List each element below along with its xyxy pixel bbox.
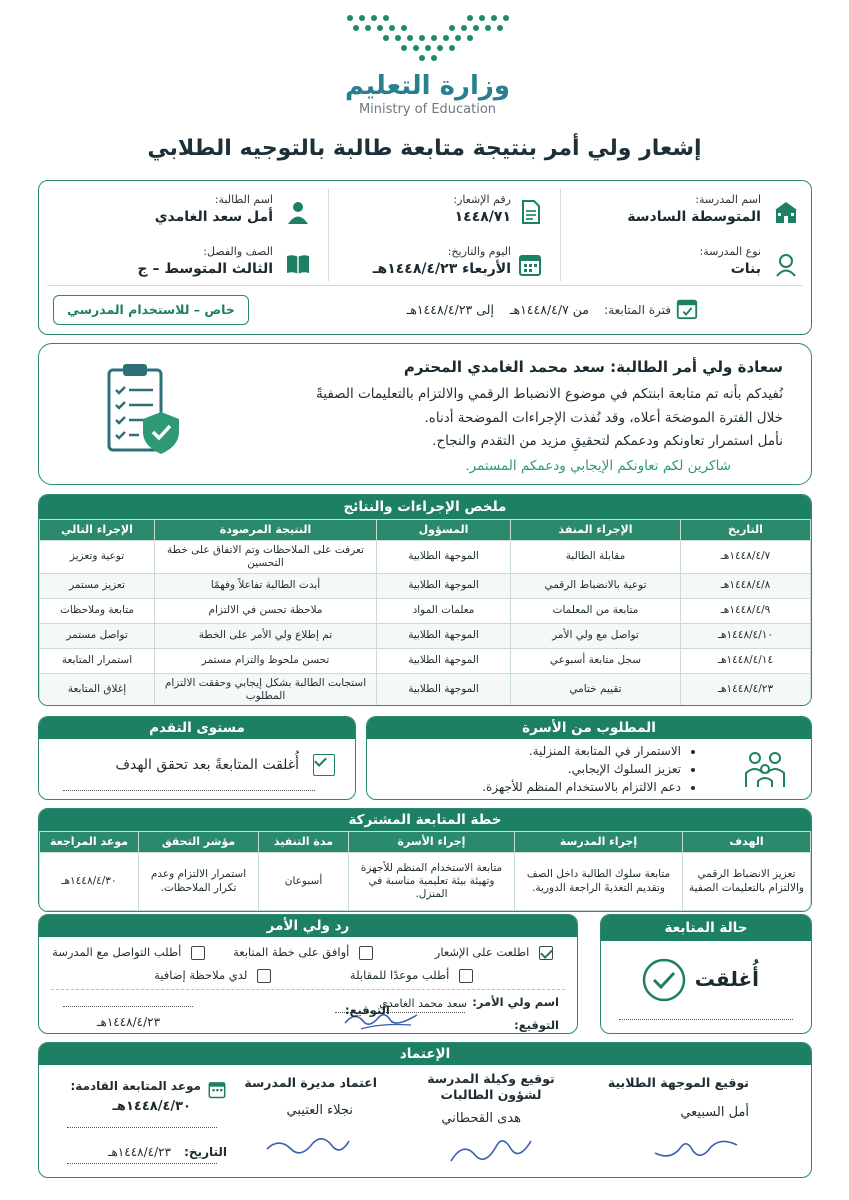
table-cell: استمرار الالتزام وعدم تكرار الملاحظات. xyxy=(139,853,259,911)
student-icon xyxy=(285,199,311,225)
principal-name: نجلاء العتيبي xyxy=(286,1103,353,1118)
plan-title: خطة المتابعة المشتركة xyxy=(39,809,811,831)
table-cell: ١٤٤٨/٤/١٤هـ xyxy=(681,649,811,674)
principal-title: اعتماد مديرة المدرسة xyxy=(244,1075,377,1090)
next-followup-value: ١٤٤٨/٤/٣٠هـ xyxy=(112,1099,191,1114)
plan-table xyxy=(39,831,811,911)
guardian-label: اسم ولي الأمر: xyxy=(472,995,559,1009)
table-cell: أسبوعان xyxy=(259,853,349,911)
summary-header: المسؤول xyxy=(377,520,511,541)
summary-box xyxy=(38,494,812,706)
document-icon xyxy=(517,199,543,225)
reply-checkbox[interactable] xyxy=(191,946,205,960)
counselor-signature xyxy=(651,1131,741,1167)
table-cell: متابعة سلوك الطالبة داخل الصف وتقديم التغذيةَ الراجعة الدورية. xyxy=(515,853,683,911)
table-cell: متابعة وملاحظات xyxy=(40,599,155,624)
date-label: اليوم والتاريخ: xyxy=(447,245,511,258)
counselor-title: توقيع الموجهة الطلابية xyxy=(607,1075,749,1090)
plan-header: الهدف xyxy=(683,832,811,853)
book-icon xyxy=(285,251,311,277)
summary-header: النتيجة المرصودة xyxy=(155,520,377,541)
plan-box xyxy=(38,808,812,912)
approval-box xyxy=(38,1042,812,1178)
calendar-check-icon xyxy=(675,296,699,320)
summary-header: الإجراء المنفذ xyxy=(511,520,681,541)
info-box xyxy=(38,180,812,335)
table-cell: تقييم ختامي xyxy=(511,674,681,707)
reply-option-label: اطلعت على الإشعار xyxy=(434,945,530,959)
family-box xyxy=(366,716,812,800)
table-cell: متابعة من المعلمات xyxy=(511,599,681,624)
table-cell: استجابت الطالبة بشكل إيجابي وحققت الالتزام المطلوب xyxy=(155,674,377,707)
counselor-name: أمل السبيعي xyxy=(680,1105,749,1120)
approval-date-label: التاريخ: xyxy=(184,1145,227,1159)
approval-date-value: ١٤٤٨/٤/٢٣هـ xyxy=(107,1145,171,1159)
guardian-sign-label: التوقيع: xyxy=(514,1018,559,1032)
notice-value: ١٤٤٨/٧١ xyxy=(454,209,511,225)
salutation: سعادة ولي أمر الطالبة: سعد محمد الغامدي المحترم xyxy=(403,358,783,376)
table-cell: الموجهة الطلابية xyxy=(377,649,511,674)
calendar-icon xyxy=(207,1079,227,1099)
ministry-name-en: Ministry of Education xyxy=(358,102,497,117)
table-cell: الموجهة الطلابية xyxy=(377,541,511,574)
plan-header: مؤشر التحقق xyxy=(139,832,259,853)
letter-thanks: شاكرين لكم تعاونكم الإيجابي ودعمكم المستمر. xyxy=(465,458,731,474)
table-cell: ١٤٤٨/٤/٨هـ xyxy=(681,574,811,599)
table-cell: تعزيز مستمر xyxy=(40,574,155,599)
table-cell: ملاحظة تحسن في الالتزام xyxy=(155,599,377,624)
ministry-logo xyxy=(340,12,515,124)
next-followup-label: موعد المتابعة القادمة: xyxy=(70,1079,201,1093)
reply-option-label: أوافق على خطة المتابعة xyxy=(233,945,350,959)
reply-checkbox[interactable] xyxy=(459,969,473,983)
student-label: اسم الطالبة: xyxy=(214,193,273,206)
class-value: الثالث المتوسط – ج xyxy=(137,261,273,277)
period-label: فترة المتابعة: xyxy=(604,303,671,317)
ministry-name-ar: وزارة التعليم xyxy=(345,71,510,101)
table-cell: مقابلة الطالبة xyxy=(511,541,681,574)
reply-option[interactable] xyxy=(52,945,205,960)
reply-title: رد ولي الأمر xyxy=(39,915,577,937)
list-item: • تعزيز السلوك الإيجابي. xyxy=(482,760,681,778)
deputy-title: توقيع وكيلة المدرسة لشؤون الطالبات xyxy=(427,1071,555,1102)
reply-date: ١٤٤٨/٤/٢٣هـ xyxy=(97,1015,161,1029)
table-cell: الموجهة الطلابية xyxy=(377,574,511,599)
table-cell: سجل متابعة أسبوعي xyxy=(511,649,681,674)
status-title: حالة المتابعة xyxy=(601,915,811,941)
progress-box xyxy=(38,716,356,800)
deputy-signature xyxy=(445,1131,535,1171)
table-cell: تعزيز الانضباط الرقمي والالتزام بالتعليمات الصفية xyxy=(683,853,811,911)
table-cell: الموجهة الطلابية xyxy=(377,674,511,707)
table-cell: تم إطلاع ولي الأمر على الخطة xyxy=(155,624,377,649)
reply-option-label: أطلب التواصل مع المدرسة xyxy=(52,945,182,959)
calendar-icon xyxy=(517,251,543,277)
summary-header: التاريخ xyxy=(681,520,811,541)
reply-box xyxy=(38,914,578,1034)
reply-option-label: أطلب موعدًا للمقابلة xyxy=(349,968,450,982)
clipboard-shield-icon xyxy=(103,360,183,460)
table-cell: استمرار المتابعة xyxy=(40,649,155,674)
letter-line-1: نُفيدكم بأنه تم متابعة ابنتكم في موضوع الانضباط الرقمي والالتزام بالتعليمات الصفيةً xyxy=(316,386,783,402)
progress-title: مستوى التقدم xyxy=(39,717,355,739)
table-cell: ١٤٤٨/٤/١٠هـ xyxy=(681,624,811,649)
reply-option[interactable] xyxy=(154,968,271,983)
reply-checkbox[interactable] xyxy=(257,969,271,983)
letter-line-2: خلال الفترة الموضحَة أعلاه، وقد نُفذت الإجراءات الموضحة أدناه. xyxy=(424,410,783,426)
plan-header: موعد المراجعة xyxy=(40,832,139,853)
notice-label: رقم الإشعار: xyxy=(453,193,511,206)
list-item: • الاستمرار في المتابعة المنزلية. xyxy=(482,742,681,760)
reply-option[interactable] xyxy=(350,968,473,983)
logo-dots-icon xyxy=(340,12,515,72)
table-cell: أبدت الطالبة تفاعلاً وفهمًا xyxy=(155,574,377,599)
table-cell: تواصل مع ولي الأمر xyxy=(511,624,681,649)
table-cell: ١٤٤٨/٤/٣٠هـ xyxy=(40,853,139,911)
table-cell: ١٤٤٨/٤/٢٣هـ xyxy=(681,674,811,707)
letter-line-3: نأمل استمرار تعاونكم ودعمكم لتحقيقِ مزيد من التقدم والنجاح. xyxy=(432,433,783,449)
female-student-icon xyxy=(773,251,799,277)
table-cell: تعرفت على الملاحظات وتم الاتفاق على خطة التحسين xyxy=(155,541,377,574)
table-cell: متابعة الاستخدام المنظم للأجهزة وتهيئة بيئة تعليمية مناسبة في المنزل. xyxy=(349,853,515,911)
status-box xyxy=(600,914,812,1034)
status-value: أُغلقت xyxy=(694,967,759,991)
student-value: أمل سعد الغامدي xyxy=(154,209,273,225)
progress-checkbox[interactable] xyxy=(313,754,335,776)
summary-table xyxy=(39,519,811,706)
table-cell: توعية بالانضباط الرقمي xyxy=(511,574,681,599)
letter-box xyxy=(38,343,812,485)
school-value: المتوسطة السادسة xyxy=(627,209,761,225)
date-value: الأربعاء ١٤٤٨/٤/٢٣هـ xyxy=(372,261,511,277)
document-title: إشعار ولي أمر بنتيجة متابعة طالبة بالتوجيه الطلابي xyxy=(147,136,702,161)
table-cell: تواصل مستمر xyxy=(40,624,155,649)
class-label: الصف والفصل: xyxy=(203,245,273,258)
period-value: من ١٤٤٨/٤/٧هـ إلى ١٤٤٨/٤/٢٣هـ xyxy=(406,302,589,317)
reply-sign-label: التوقيع: xyxy=(345,1003,390,1017)
guardian-value: سعد محمد الغامدي xyxy=(379,997,467,1010)
family-icon xyxy=(743,749,787,789)
reply-option[interactable] xyxy=(435,945,553,960)
family-list xyxy=(482,742,681,796)
reply-checkbox[interactable] xyxy=(539,946,553,960)
approval-title: الإعتماد xyxy=(39,1043,811,1065)
table-cell: توعية وتعزيز xyxy=(40,541,155,574)
plan-header: مدة التنفيذ xyxy=(259,832,349,853)
school-icon xyxy=(773,199,799,225)
summary-title: ملخص الإجراءات والنتائج xyxy=(39,495,811,519)
reply-checkbox[interactable] xyxy=(359,946,373,960)
deputy-name: هدى القحطاني xyxy=(441,1111,521,1126)
table-cell: الموجهة الطلابية xyxy=(377,624,511,649)
check-circle-icon xyxy=(641,957,687,1003)
summary-header: الإجراء التالي xyxy=(40,520,155,541)
type-label: نوع المدرسة: xyxy=(699,245,761,258)
type-value: بنات xyxy=(730,261,761,277)
table-cell: تحسن ملحوظ والتزام مستمر xyxy=(155,649,377,674)
family-title: المطلوب من الأسرة xyxy=(367,717,811,739)
table-cell: إغلاق المتابعة xyxy=(40,674,155,707)
table-cell: ١٤٤٨/٤/٩هـ xyxy=(681,599,811,624)
private-badge: خاص – للاستخدام المدرسي xyxy=(53,295,249,325)
table-cell: معلمات المواد xyxy=(377,599,511,624)
reply-option-label: لدي ملاحظة إضافية xyxy=(154,968,248,982)
list-item: • دعم الالتزام بالاستخدام المنظم للأجهزة. xyxy=(482,778,681,796)
plan-header: إجراء المدرسة xyxy=(515,832,683,853)
principal-signature xyxy=(263,1129,353,1163)
table-cell: ١٤٤٨/٤/٧هـ xyxy=(681,541,811,574)
plan-header: إجراء الأسرة xyxy=(349,832,515,853)
reply-option[interactable] xyxy=(233,945,373,960)
school-label: اسم المدرسة: xyxy=(695,193,761,206)
progress-text: أُغلقت المتابعةً بعد تحقق الهدف xyxy=(115,757,299,773)
